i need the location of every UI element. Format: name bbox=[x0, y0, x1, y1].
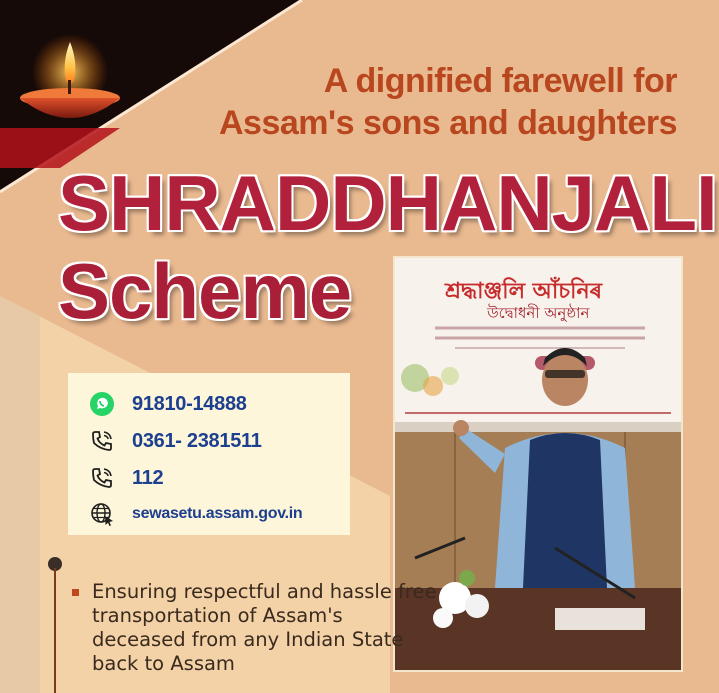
whatsapp-icon bbox=[88, 390, 116, 418]
phone-icon bbox=[88, 464, 116, 492]
timeline-line bbox=[54, 568, 56, 693]
phone-number-2: 112 bbox=[132, 466, 164, 489]
tagline bbox=[219, 60, 677, 144]
website-url: sewasetu.assam.gov.in bbox=[132, 505, 303, 522]
bullet-marker bbox=[72, 589, 79, 596]
phone-number-1: 0361- 2381511 bbox=[132, 429, 262, 452]
whatsapp-number: 91810-14888 bbox=[132, 392, 247, 415]
phone-icon bbox=[88, 427, 116, 455]
contact-whatsapp[interactable] bbox=[88, 389, 247, 419]
tagline-line-1: A dignified farewell for bbox=[323, 62, 677, 100]
title-shraddhanjali: SHRADDHANJALI bbox=[58, 159, 717, 247]
contact-phone-2[interactable] bbox=[88, 463, 163, 493]
contact-box bbox=[68, 373, 350, 535]
contact-website[interactable] bbox=[88, 499, 302, 529]
photo-banner-heading: শ্ৰদ্ধাঞ্জলি আঁচনিৰ bbox=[445, 279, 602, 304]
tagline-line-2: Assam's sons and daughters bbox=[218, 104, 677, 142]
bullet-text: Ensuring respectful and hassle free transportation of Assam's deceased from any Indian State back to Assam bbox=[92, 580, 437, 675]
globe-icon bbox=[88, 500, 116, 528]
photo-banner-subheading: উদ্বোধনী অনুষ্ঠান bbox=[487, 304, 590, 322]
title-scheme: Scheme bbox=[58, 247, 352, 335]
contact-phone-1[interactable] bbox=[88, 426, 262, 456]
